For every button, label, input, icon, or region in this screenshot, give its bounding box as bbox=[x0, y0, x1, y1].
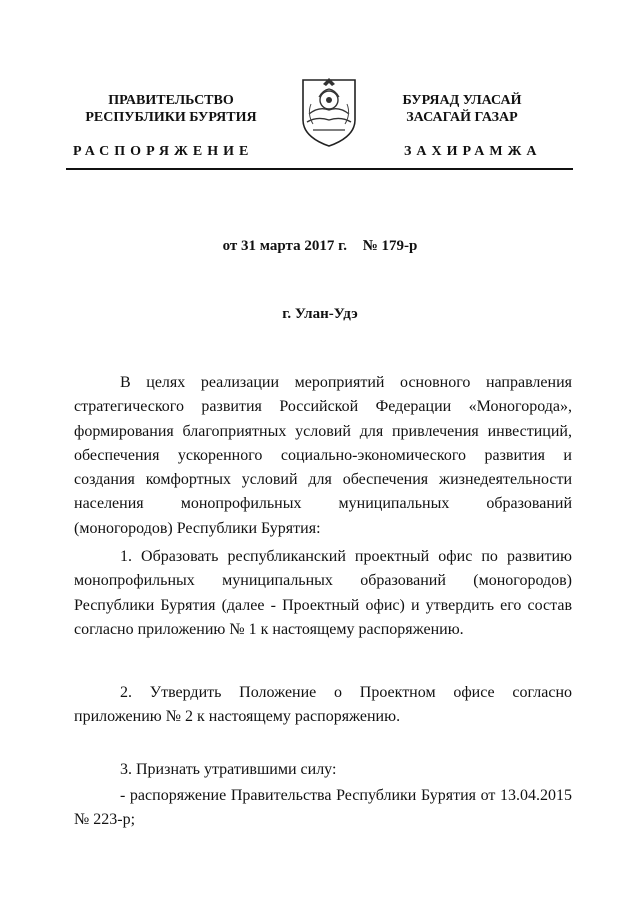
item-3-sub-1-paragraph: - распоряжение Правительства Республики Бурятия от 13.04.2015 № 223-р; bbox=[74, 787, 572, 829]
header-right-line1: БУРЯАД УЛАСАЙ bbox=[402, 93, 522, 108]
header-left-doc-type: РАСПОРЯЖЕНИЕ bbox=[73, 144, 254, 159]
item-3-paragraph: 3. Признать утратившими силу: bbox=[120, 761, 337, 778]
order-date-line bbox=[0, 238, 640, 255]
header-right-block bbox=[362, 92, 562, 160]
coat-of-arms-icon bbox=[297, 74, 361, 148]
order-number: № 179-р bbox=[362, 238, 418, 254]
header-left-block bbox=[71, 92, 271, 160]
header-left-line1: ПРАВИТЕЛЬСТВО bbox=[108, 93, 234, 108]
header-left-line2: РЕСПУБЛИКИ БУРЯТИЯ bbox=[85, 110, 257, 125]
order-city: г. Улан-Удэ bbox=[282, 306, 358, 322]
header-right-line2: ЗАСАГАЙ ГАЗАР bbox=[406, 110, 518, 125]
preamble-paragraph: В целях реализации мероприятий основного направления стратегического развития Российской Федерации «Моногорода», формирования благоприятных условий для привлечения инвестиций, обеспечения ускоренного социально-экономического развития и создания комфортных условий для обеспечения жизнедеятельности населения монопрофильных муниципальных образований (моногородов) Республики Бурятия: bbox=[74, 374, 572, 537]
header-right-doc-type: ЗАХИРАМЖА bbox=[404, 144, 542, 159]
order-date: от 31 марта 2017 г. bbox=[222, 238, 347, 254]
item-1-paragraph: 1. Образовать республиканский проектный офис по развитию монопрофильных муниципальных образований (моногородов) Республики Бурятия (далее - Проектный офис) и утвердить его состав согласно приложению № 1 к настоящему распоряжению. bbox=[74, 548, 572, 638]
item-2-paragraph: 2. Утвердить Положение о Проектном офисе согласно приложению № 2 к настоящему распоряжению. bbox=[74, 684, 572, 726]
header-divider bbox=[66, 168, 573, 170]
